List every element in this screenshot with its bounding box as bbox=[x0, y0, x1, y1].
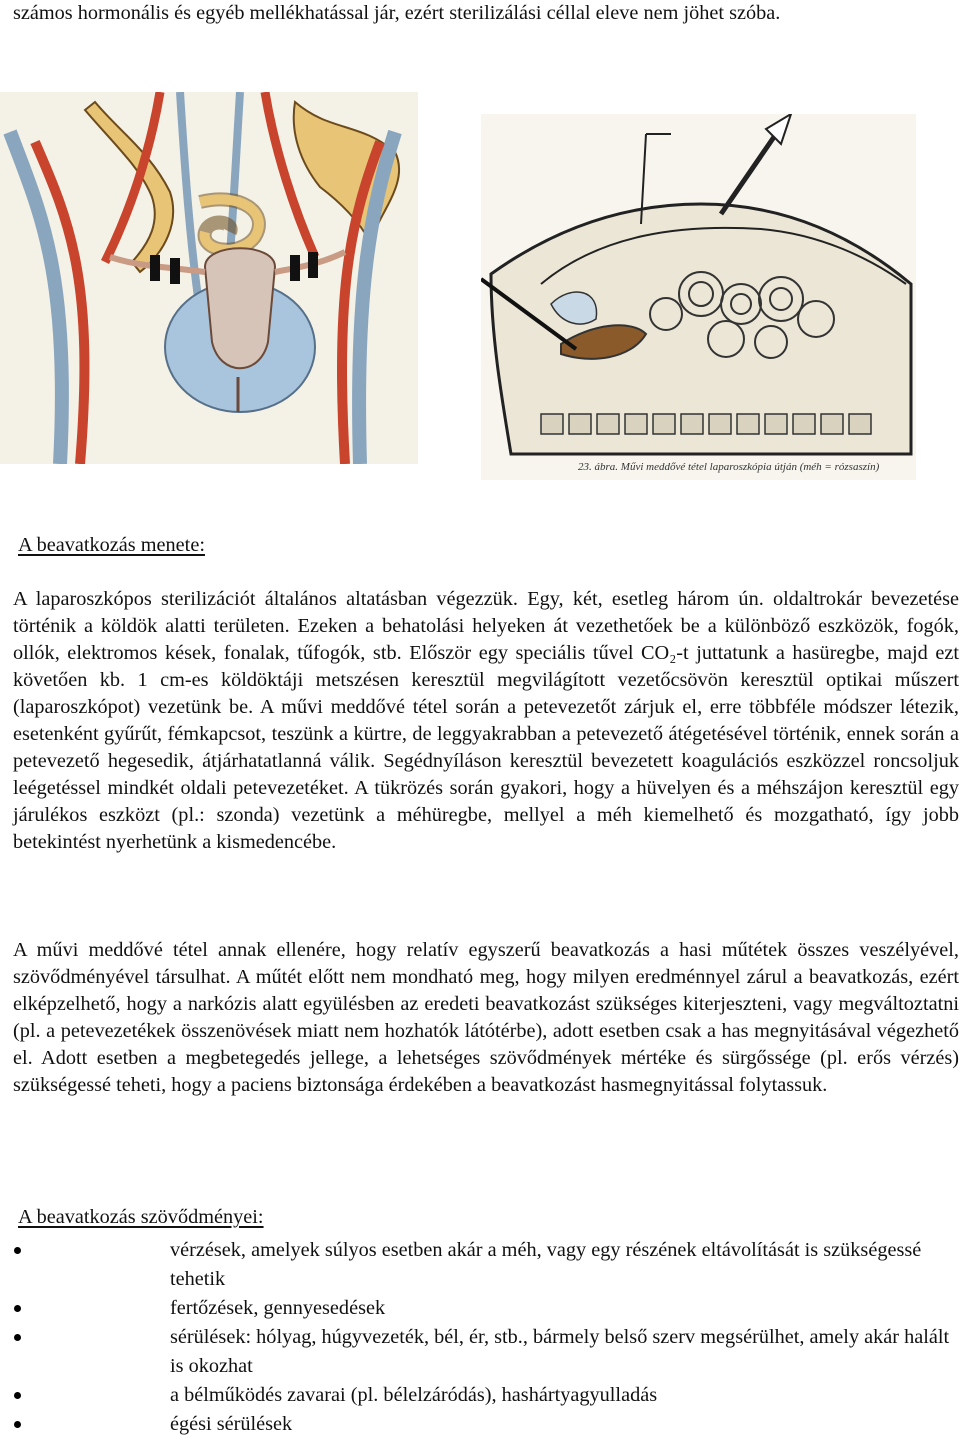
complications-list bbox=[0, 1236, 960, 1439]
uterus-sterilization-figure bbox=[0, 92, 418, 464]
risk-paragraph: A művi meddővé tétel annak ellenére, hogy relatív egyszerű beavatkozás a hasi műtétek összes veszélyével, szövődményével társulhat. A műtét előtt nem mondható meg, hogy milyen eredménnyel zárul a beavatkozás, ezért elképzelhető, hogy a narkózis alatt együlésben az eredeti beavatkozást szükséges kiterjeszteni, vagy megváltoztatni (pl. a petevezetékek összenövések miatt nem hozhatók látótérbe), adott esetben csak a has megnyitásával végezhető el. Adott esetben a megbetegedés jellege, a lehetséges szövődmények mértéke és sürgőssége (pl. erős vérzés) szükségessé teheti, hogy a paciens biztonsága érdekében a beavatkozást hasmegnyitással folytassuk. bbox=[13, 939, 959, 1096]
list-item-text: égési sérülések bbox=[170, 1413, 293, 1435]
list-item bbox=[0, 1381, 950, 1410]
laparoscopy-figure bbox=[481, 114, 916, 480]
complications-heading: A beavatkozás szövődményei: bbox=[18, 1206, 264, 1228]
bullet-icon bbox=[14, 1392, 21, 1399]
list-item bbox=[0, 1323, 950, 1381]
bullet-icon bbox=[14, 1334, 21, 1341]
laparoscopy-diagram bbox=[481, 114, 916, 480]
uterus-diagram bbox=[0, 92, 418, 464]
list-item bbox=[0, 1410, 950, 1439]
bullet-icon bbox=[14, 1421, 21, 1428]
list-item-text: fertőzések, gennyesedések bbox=[170, 1297, 386, 1319]
list-item-text: sérülések: hólyag, húgyvezeték, bél, ér, stb., bármely belső szerv megsérülhet, amely akár halált is okozhat bbox=[170, 1326, 950, 1377]
list-item bbox=[0, 1294, 950, 1323]
list-item bbox=[0, 1236, 950, 1294]
figure-right-caption: 23. ábra. Művi meddővé tétel laparoszkópia útján (méh = rózsaszín) bbox=[578, 461, 880, 473]
bullet-icon bbox=[14, 1305, 21, 1312]
bullet-icon bbox=[14, 1247, 21, 1254]
list-item-text: a bélműködés zavarai (pl. bélelzáródás), hashártyagyulladás bbox=[170, 1384, 658, 1406]
list-item-text: vérzések, amelyek súlyos esetben akár a méh, vagy egy részének eltávolítását is szükségessé tehetik bbox=[170, 1239, 922, 1290]
intro-paragraph: számos hormonális és egyéb mellékhatással jár, ezért sterilizálási céllal eleve nem jöhet szóba. bbox=[13, 2, 781, 24]
procedure-paragraph: A laparoszkópos sterilizációt általános altatásban végezzük. Egy, két, esetleg három ún. oldaltrokár bevezetése történik a köldök alatti területen. Ezeken a behatolási helyeken át vezethetőek be a különböző eszközök, fogók, ollók, elektromos kések, fonalak, tűfogók, stb. Először egy speciális tűvel CO₂-t juttatunk a hasüregbe, majd ezt követően kb. 1 cm-es köldöktáji metszésen keresztül megvilágított vezetőcsövön keresztül optikai műszert (laparoszkópot) vezetünk be. A művi meddővé tétel során a petevezetőt zárjuk el, erre többféle módszer létezik, esetenként gyűrűt, fémkapcsot, teszünk a kürtre, de leggyakrabban a petevezető átégetésével történik, ennek során a petevezető hegesedik, átjárhatatlanná válik. Segédnyíláson keresztül bevezetett koagulációs eszközzel roncsoljuk leégetéssel mindkét oldali petevezetéket. A tükrözés során gyakori, hogy a hüvelyen és a méhszájon keresztül egy járulékos eszközt (pl.: szonda) vezetünk a méhüregbe, mellyel a méh kiemelhető és mozgatható, így jobb betekintést nyerhetünk a kismedencébe. bbox=[13, 588, 959, 853]
procedure-heading: A beavatkozás menete: bbox=[18, 534, 205, 556]
